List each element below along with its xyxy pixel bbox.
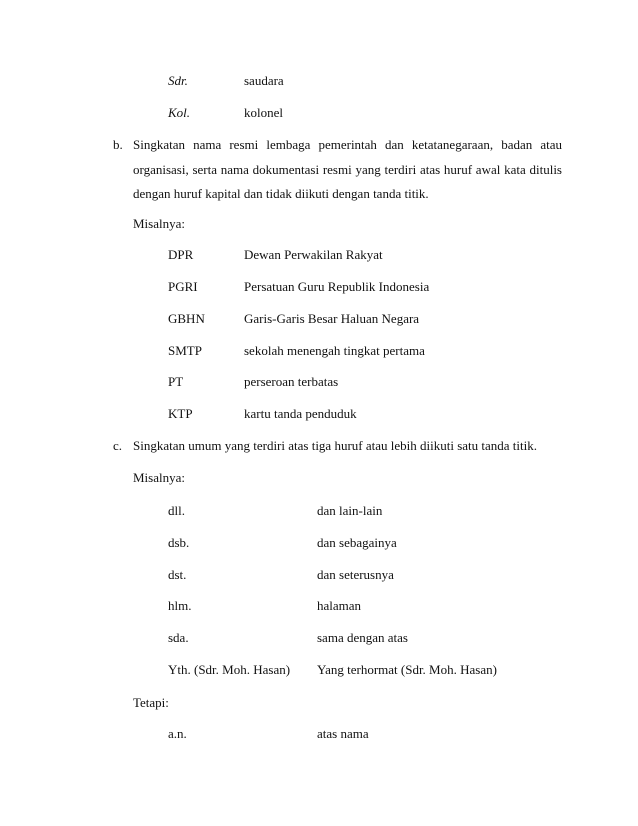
example-abbr: SMTP — [168, 343, 202, 358]
example-abbr: dst. — [168, 567, 187, 582]
example-meaning: dan sebagainya — [317, 535, 397, 550]
example-abbr: dll. — [168, 503, 185, 518]
example-abbr: hlm. — [168, 598, 192, 613]
example-meaning: dan seterusnya — [317, 567, 394, 582]
example-abbr: PGRI — [168, 279, 198, 294]
example-meaning: sekolah menengah tingkat pertama — [244, 343, 425, 358]
example-abbr: KTP — [168, 406, 193, 421]
example-meaning: kolonel — [244, 105, 283, 120]
example-meaning: perseroan terbatas — [244, 374, 339, 389]
example-meaning: Persatuan Guru Republik Indonesia — [244, 279, 430, 294]
paragraph-line: dengan huruf kapital dan tidak diikuti dengan tanda titik. — [133, 186, 429, 201]
example-meaning: Yang terhormat (Sdr. Moh. Hasan) — [317, 662, 497, 677]
example-abbr: dsb. — [168, 535, 190, 550]
example-abbr: GBHN — [168, 311, 205, 326]
paragraph-line: organisasi, serta nama dokumentasi resmi yang terdiri atas huruf awal kata ditulis — [133, 162, 562, 177]
example-meaning: dan lain-lain — [317, 503, 383, 518]
example-abbr: Yth. (Sdr. Moh. Hasan) — [168, 662, 291, 677]
example-abbr: DPR — [168, 247, 194, 262]
example-label: Misalnya: — [133, 470, 185, 485]
paragraph-line: Singkatan umum yang terdiri atas tiga huruf atau lebih diikuti satu tanda titik. — [133, 438, 537, 453]
example-abbr: Kol. — [168, 105, 191, 120]
example-label: Misalnya: — [133, 216, 185, 231]
example-abbr: a.n. — [168, 726, 187, 741]
example-abbr: sda. — [168, 630, 189, 645]
example-abbr: PT — [168, 374, 184, 389]
list-marker: c. — [113, 438, 123, 453]
example-meaning: saudara — [244, 73, 284, 88]
example-meaning: sama dengan atas — [317, 630, 408, 645]
example-meaning: atas nama — [317, 726, 369, 741]
exception-label: Tetapi: — [133, 695, 169, 710]
example-meaning: halaman — [317, 598, 362, 613]
example-meaning: Garis-Garis Besar Haluan Negara — [244, 311, 420, 326]
example-abbr: Sdr. — [168, 73, 188, 88]
list-marker: b. — [113, 137, 123, 152]
example-meaning: Dewan Perwakilan Rakyat — [244, 247, 383, 262]
example-meaning: kartu tanda penduduk — [244, 406, 357, 421]
paragraph-line: Singkatan nama resmi lembaga pemerintah dan ketatanegaraan, badan atau — [133, 137, 562, 152]
